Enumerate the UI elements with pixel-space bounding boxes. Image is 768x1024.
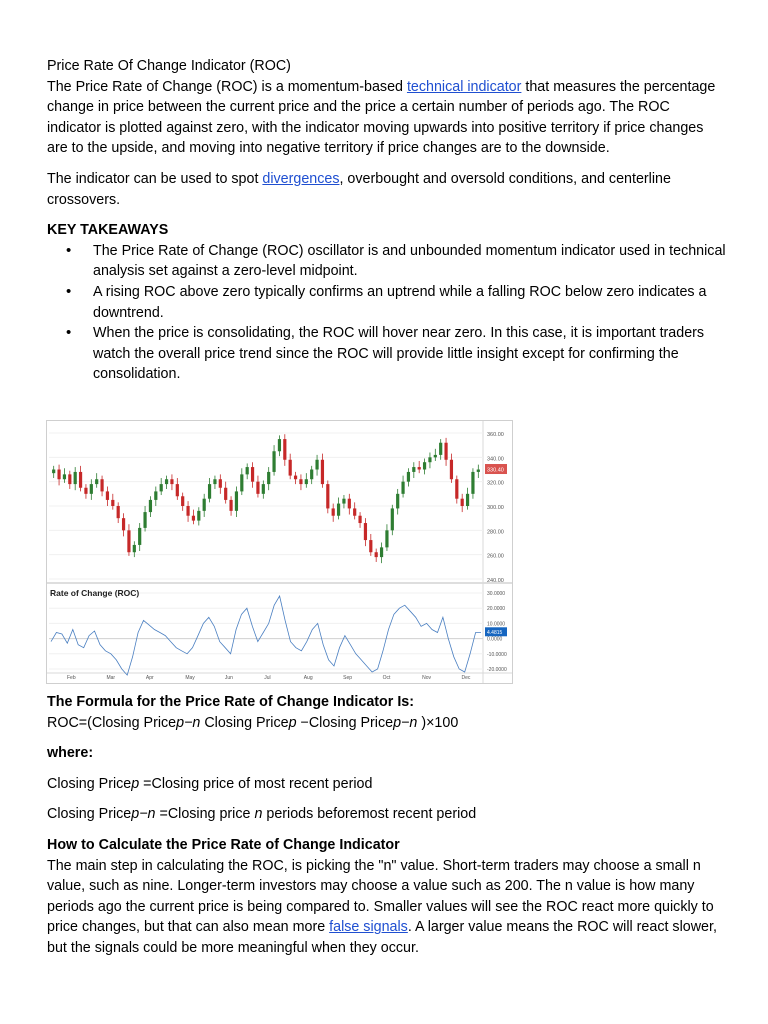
definition-part: periods beforemost recent period [262, 806, 477, 823]
price-tick-label: 280.00 [487, 529, 504, 536]
candle-body [278, 439, 281, 451]
roc-tick-label: 0.0000 [487, 636, 503, 643]
definition-n-periods [47, 804, 727, 825]
candle-body [466, 494, 469, 506]
formula-part: p [176, 714, 185, 731]
price-tick-label: 260.00 [487, 553, 504, 560]
formula-part: p [393, 714, 402, 731]
month-label: Mar [106, 675, 116, 681]
candle-body [471, 472, 474, 494]
candle-body [57, 470, 60, 480]
candle-body [186, 506, 189, 516]
formula-part: − [401, 714, 410, 731]
candle-body [133, 545, 136, 552]
candle-body [418, 467, 421, 469]
candle-body [262, 484, 265, 494]
candle-body [272, 451, 275, 472]
candle-body [396, 494, 399, 509]
definition-part: =Closing price of most recent period [139, 775, 373, 792]
candle-body [192, 516, 195, 521]
formula-part: n [409, 714, 418, 731]
candle-body [100, 479, 103, 491]
formula-part: −Closing Price [296, 714, 394, 731]
candle-body [267, 472, 270, 484]
candle-body [401, 482, 404, 494]
definition-part: n [147, 806, 156, 823]
price-candles [52, 434, 480, 563]
candle-body [283, 439, 286, 460]
candle-body [332, 508, 335, 515]
candle-body [455, 479, 458, 498]
roc-chart [46, 420, 513, 684]
candle-body [321, 460, 324, 484]
candle-body [412, 467, 415, 472]
candle-body [240, 474, 243, 491]
candle-body [208, 484, 211, 499]
candle-body [428, 457, 431, 462]
formula-part: Closing Price [200, 714, 289, 731]
roc-tick-label: 10.0000 [487, 621, 506, 628]
formula-part: )×100 [417, 714, 459, 731]
formula-part: n [192, 714, 201, 731]
candle-body [348, 499, 351, 509]
candle-body [461, 499, 464, 506]
candle-body [423, 462, 426, 469]
candle-body [326, 484, 329, 508]
candle-body [289, 460, 292, 476]
candle-body [213, 479, 216, 484]
month-label: Oct [382, 675, 391, 681]
candle-body [385, 530, 388, 547]
definition-part: − [139, 806, 148, 823]
false-signals-link[interactable]: false signals [329, 919, 408, 936]
candle-body [251, 467, 254, 482]
last-price-label: 330.40 [487, 467, 504, 474]
candle-body [364, 523, 367, 540]
article-continued [47, 692, 727, 959]
candle-body [63, 474, 66, 479]
roc-tick-label: 30.0000 [487, 591, 506, 597]
candle-body [294, 476, 297, 480]
candle-body [165, 479, 168, 484]
formula-part: − [184, 714, 193, 731]
candle-body [235, 491, 238, 510]
definition-part: p [131, 775, 140, 792]
candle-body [444, 443, 447, 460]
candle-body [337, 504, 340, 516]
candle-body [74, 472, 77, 484]
candle-body [299, 479, 302, 484]
candle-body [149, 500, 152, 512]
candle-body [68, 474, 71, 484]
candle-body [219, 479, 222, 488]
candle-body [246, 467, 249, 474]
month-label: Jul [264, 675, 271, 681]
candle-body [106, 491, 109, 500]
definition-part: =Closing price [155, 806, 255, 823]
month-label: Aug [303, 675, 313, 681]
price-axis [485, 432, 507, 584]
candle-body [127, 530, 130, 552]
candle-body [380, 547, 383, 557]
formula-part: ROC=(Closing Price [47, 714, 177, 731]
candle-body [170, 479, 173, 484]
intro-text-a: The Price Rate of Change (ROC) is a momentum-based [47, 78, 407, 95]
candle-body [342, 499, 345, 504]
article [47, 56, 727, 385]
roc-chart-svg [47, 421, 512, 683]
definition-part: p [131, 806, 140, 823]
month-label: Jun [224, 675, 233, 681]
candle-body [138, 528, 141, 545]
candle-body [160, 484, 163, 491]
candle-body [439, 443, 442, 455]
formula-part: p [288, 714, 297, 731]
candle-body [369, 540, 372, 552]
month-label: Nov [422, 675, 431, 681]
candle-body [229, 500, 232, 511]
article-title: Price Rate Of Change Indicator (ROC) [47, 58, 291, 74]
candle-body [111, 500, 114, 506]
price-tick-label: 240.00 [487, 578, 504, 584]
candle-body [181, 496, 184, 506]
candle-body [315, 460, 318, 470]
candle-body [305, 479, 308, 484]
month-label: Dec [461, 675, 471, 681]
candle-body [117, 506, 120, 518]
candle-body [197, 511, 200, 521]
candle-body [310, 470, 313, 480]
takeaways-list [47, 241, 727, 385]
calc-text-a: The main step in calculating the ROC, is picking the "n" value. Short-term traders may choose a small n value, such as nine. Longer-term investors may choose a value such as 200. The n value is how many periods ago the current price is being compared to. Smaller values will see the ROC react more quickly to price changes, but that can also mean more [47, 857, 714, 936]
takeaway-item: • When the price is consolidating, the ROC will hover near zero. In this case, it is important traders watch the overall price trend since the ROC will provide little insight except for confirming the consolidation. [47, 323, 727, 385]
month-label: Apr [145, 675, 154, 681]
uses-paragraph [47, 169, 727, 210]
candle-body [52, 470, 55, 474]
definition-part: Closing Price [47, 775, 132, 792]
price-tick-label: 340.00 [487, 456, 504, 463]
month-axis [67, 675, 471, 681]
calc-text-b: . A larger value means the ROC will react slower, but the signals could be more meaningful when they occur. [47, 919, 717, 956]
roc-tick-label: -10.0000 [487, 651, 507, 658]
price-tick-label: 300.00 [487, 505, 504, 511]
takeaway-item: • A rising ROC above zero typically confirms an uptrend while a falling ROC below zero indicates a downtrend. [47, 282, 727, 323]
technical-indicator-link[interactable]: technical indicator [406, 78, 522, 95]
roc-panel-title: Rate of Change (ROC) [50, 588, 140, 598]
candle-body [256, 482, 259, 494]
price-tick-label: 360.00 [487, 432, 504, 438]
candle-body [358, 516, 361, 523]
month-label: May [185, 675, 195, 681]
candle-body [90, 484, 93, 494]
candle-body [95, 479, 98, 484]
uses-text-b: , overbought and oversold conditions, and centerline crossovers. [47, 170, 671, 208]
candle-body [477, 470, 480, 472]
roc-tick-label: -20.0000 [487, 667, 507, 673]
candle-body [391, 508, 394, 530]
candle-body [143, 512, 146, 528]
candle-body [122, 518, 125, 530]
divergences-link[interactable]: divergences [262, 170, 340, 187]
candle-body [224, 488, 227, 500]
roc-axis [485, 591, 507, 673]
chart-grid [47, 421, 512, 683]
candle-body [375, 552, 378, 557]
where-label: where: [47, 745, 94, 762]
definition-part: Closing Price [47, 806, 132, 823]
candle-body [434, 455, 437, 457]
month-label: Feb [67, 675, 76, 681]
definition-part: n [254, 806, 263, 823]
intro-paragraph [47, 77, 727, 159]
candle-body [407, 472, 410, 482]
candle-body [154, 491, 157, 500]
candle-body [79, 472, 82, 488]
calculate-heading: How to Calculate the Price Rate of Change Indicator [47, 836, 400, 853]
roc-tick-label: 20.0000 [487, 606, 506, 613]
formula [47, 713, 727, 734]
takeaway-item: • The Price Rate of Change (ROC) oscillator is and unbounded momentum indicator used in technical analysis set against a zero-level midpoint. [47, 241, 727, 282]
definition-current [47, 774, 727, 795]
intro-text-b: that measures the percentage change in price between the current price and the price a certain number of periods ago. The ROC indicator is plotted against zero, with the indicator moving upwards into positive territory if price changes are to the upside, and moving into negative territory if price changes are to the downside. [47, 78, 716, 157]
candle-body [84, 488, 87, 494]
candle-body [203, 499, 206, 511]
month-label: Sep [343, 675, 353, 681]
key-takeaways-heading: KEY TAKEAWAYS [47, 222, 169, 239]
calculate-paragraph [47, 856, 727, 959]
price-tick-label: 320.00 [487, 480, 504, 487]
formula-heading: The Formula for the Price Rate of Change Indicator Is: [47, 694, 415, 710]
last-roc-label: 4.4815 [487, 629, 503, 636]
candle-body [353, 508, 356, 515]
candle-body [450, 460, 453, 479]
candle-body [176, 484, 179, 496]
uses-text-a: The indicator can be used to spot [47, 170, 263, 187]
